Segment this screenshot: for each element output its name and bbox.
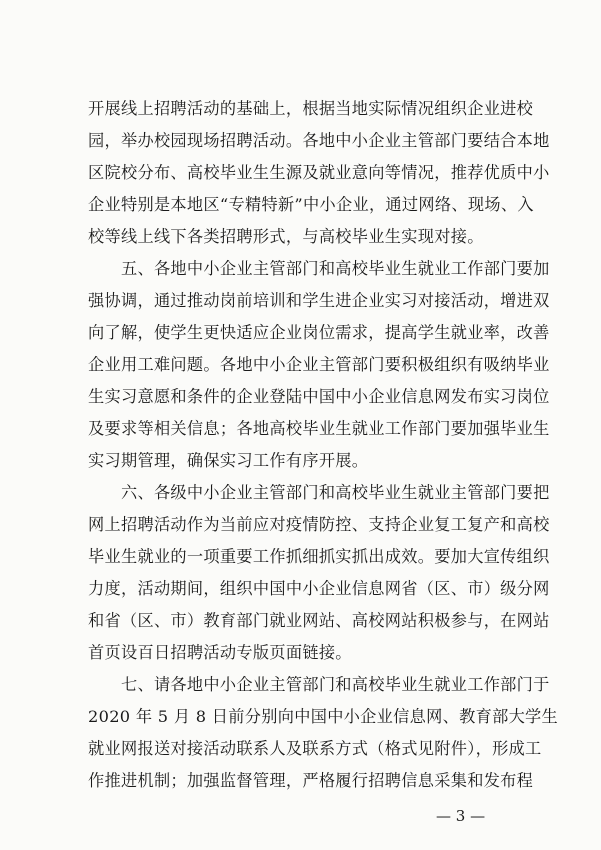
- body-text-line: 就业网报送对接活动联系人及联系方式（格式见附件），形成工: [88, 739, 542, 758]
- page-number: — 3 —: [436, 807, 486, 825]
- body-text-line: 力度，活动期间，组织中国中小企业信息网省（区、市）级分网: [88, 579, 550, 598]
- paragraph-five-first-line: 五、各地中小企业主管部门和高校毕业生就业工作部门要加: [88, 259, 550, 278]
- paragraph-seven-first-line: 七、请各地中小企业主管部门和高校毕业生就业工作部门于: [88, 675, 550, 694]
- body-text-line: 作推进机制；加强监督管理，严格履行招聘信息采集和发布程: [88, 771, 534, 790]
- body-text-line: 首页设百日招聘活动专版页面链接。: [88, 643, 352, 662]
- body-text-line: 开展线上招聘活动的基础上，根据当地实际情况组织企业进校: [88, 99, 534, 118]
- body-text-line: 毕业生就业的一项重要工作抓细抓实抓出成效。要加大宣传组织: [88, 547, 550, 566]
- body-text-line: 网上招聘活动作为当前应对疫情防控、支持企业复工复产和高校: [88, 515, 550, 534]
- body-text-line: 校等线上线下各类招聘形式，与高校毕业生实现对接。: [88, 227, 484, 246]
- body-text-line: 生实习意愿和条件的企业登陆中国中小企业信息网发布实习岗位: [88, 387, 550, 406]
- body-text-line: 及要求等相关信息；各地高校毕业生就业工作部门要加强毕业生: [88, 419, 550, 438]
- body-text-line: 企业用工难问题。各地中小企业主管部门要积极组织有吸纳毕业: [88, 355, 550, 374]
- body-text-line: 2020 年 5 月 8 日前分别向中国中小企业信息网、教育部大学生: [88, 707, 559, 726]
- body-text-line: 企业特别是本地区“专精特新”中小企业，通过网络、现场、入: [88, 195, 534, 214]
- body-text-line: 区院校分布、高校毕业生生源及就业意向等情况，推荐优质中小: [88, 163, 550, 182]
- body-text-line: 强协调，通过推动岗前培训和学生进企业实习对接活动，增进双: [88, 291, 550, 310]
- body-text-line: 向了解，使学生更快适应企业岗位需求，提高学生就业率，改善: [88, 323, 550, 342]
- body-text-line: 园，举办校园现场招聘活动。各地中小企业主管部门要结合本地: [88, 131, 550, 150]
- paragraph-six-first-line: 六、各级中小企业主管部门和高校毕业生就业主管部门要把: [88, 483, 550, 502]
- body-text-line: 和省（区、市）教育部门就业网站、高校网站积极参与，在网站: [88, 611, 550, 630]
- body-text-line: 实习期管理，确保实习工作有序开展。: [88, 451, 369, 470]
